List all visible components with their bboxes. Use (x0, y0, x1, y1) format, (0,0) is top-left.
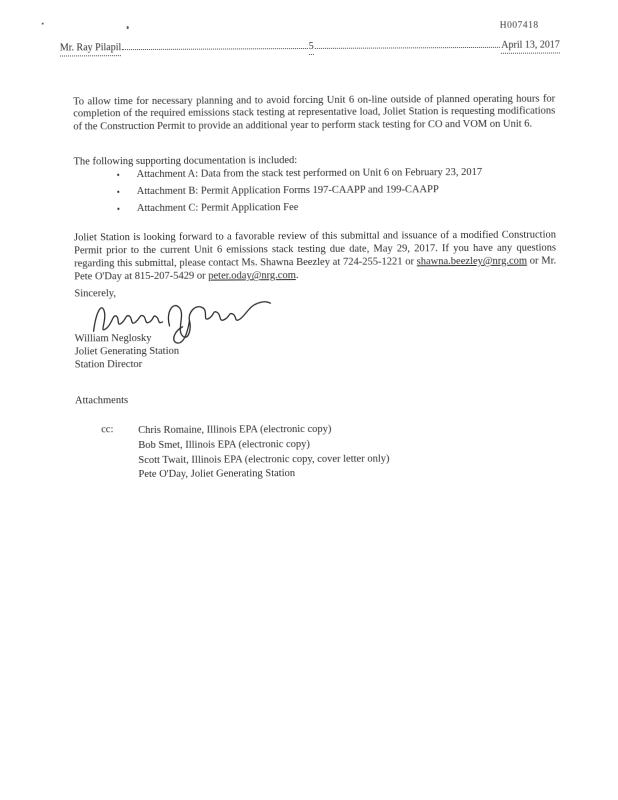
header-page-number: 5 (309, 41, 314, 55)
closing-paragraph-text: . (295, 270, 299, 282)
bullet-icon: • (116, 186, 120, 197)
scan-speck-icon (42, 23, 44, 25)
list-item (117, 198, 547, 217)
attachment-c-text: Attachment C: Permit Application Fee (136, 201, 299, 214)
header-date: April 13, 2017 (501, 39, 560, 53)
attachments-label: Attachments (74, 395, 129, 407)
closing-paragraph-text: or Mr. Pete O'Day at 815-207-5429 or (74, 255, 557, 283)
intro-paragraph: To allow time for necessary planning and to avoid forcing Unit 6 on-line outside of planned operating hours for completion of the required emissions stack testing at representative load, Joliet Station is requesting modifications of the Construction Permit to provide an additional year to perform stack testing for CO and VOM on Unit 6. (73, 92, 556, 133)
signer-name: William Neglosky (74, 332, 152, 345)
cc-recipient: Scott Twait, Illinois EPA (electronic copy, cover letter only) (138, 453, 390, 466)
scan-speck-icon (127, 26, 129, 29)
bullet-icon: • (116, 170, 120, 181)
header-recipient: Mr. Ray Pilapil (60, 42, 121, 56)
cc-block (101, 423, 389, 484)
cc-list (138, 423, 389, 484)
document-control-number: H007418 (499, 20, 539, 31)
bullet-icon: • (116, 203, 121, 214)
page-header (60, 35, 560, 56)
closing-paragraph (74, 228, 556, 284)
dot-leader (315, 36, 501, 49)
attachment-a-text: Attachment A: Data from the stack test performed on Unit 6 on February 23, 2017 (136, 166, 483, 181)
signer-organization: Joliet Generating Station (74, 345, 180, 358)
dot-leader (122, 37, 308, 50)
salutation: Sincerely, (74, 288, 116, 300)
attachment-b-text: Attachment B: Permit Application Forms 197-CAAPP and 199-CAAPP (136, 184, 439, 197)
cc-recipient: Bob Smet, Illinois EPA (electronic copy) (138, 438, 310, 451)
supporting-docs-lead-in: The following supporting documentation is included: (73, 154, 298, 167)
list-item (117, 165, 547, 184)
email-link-pete-oday[interactable]: peter.oday@nrg.com (208, 270, 296, 282)
signer-title: Station Director (74, 359, 143, 371)
email-link-shawna-beezley[interactable]: shawna.beezley@nrg.com (416, 255, 528, 268)
signature-block (75, 332, 180, 372)
cc-label: cc: (101, 424, 114, 436)
closing-paragraph-text: Joliet Station is looking forward to a favorable review of this submittal and issuance of a modified Construction Permit prior to the current Unit 6 emissions stack testing due date, May 29, 2017. If you have any questions regarding this submittal, please contact Ms. Shawna Beezley at 724-255-1221 or (73, 228, 557, 270)
cc-recipient: Chris Romaine, Illinois EPA (electronic copy) (138, 423, 332, 437)
cc-recipient: Pete O'Day, Joliet Generating Station (138, 468, 296, 481)
attachments-list (117, 165, 547, 218)
